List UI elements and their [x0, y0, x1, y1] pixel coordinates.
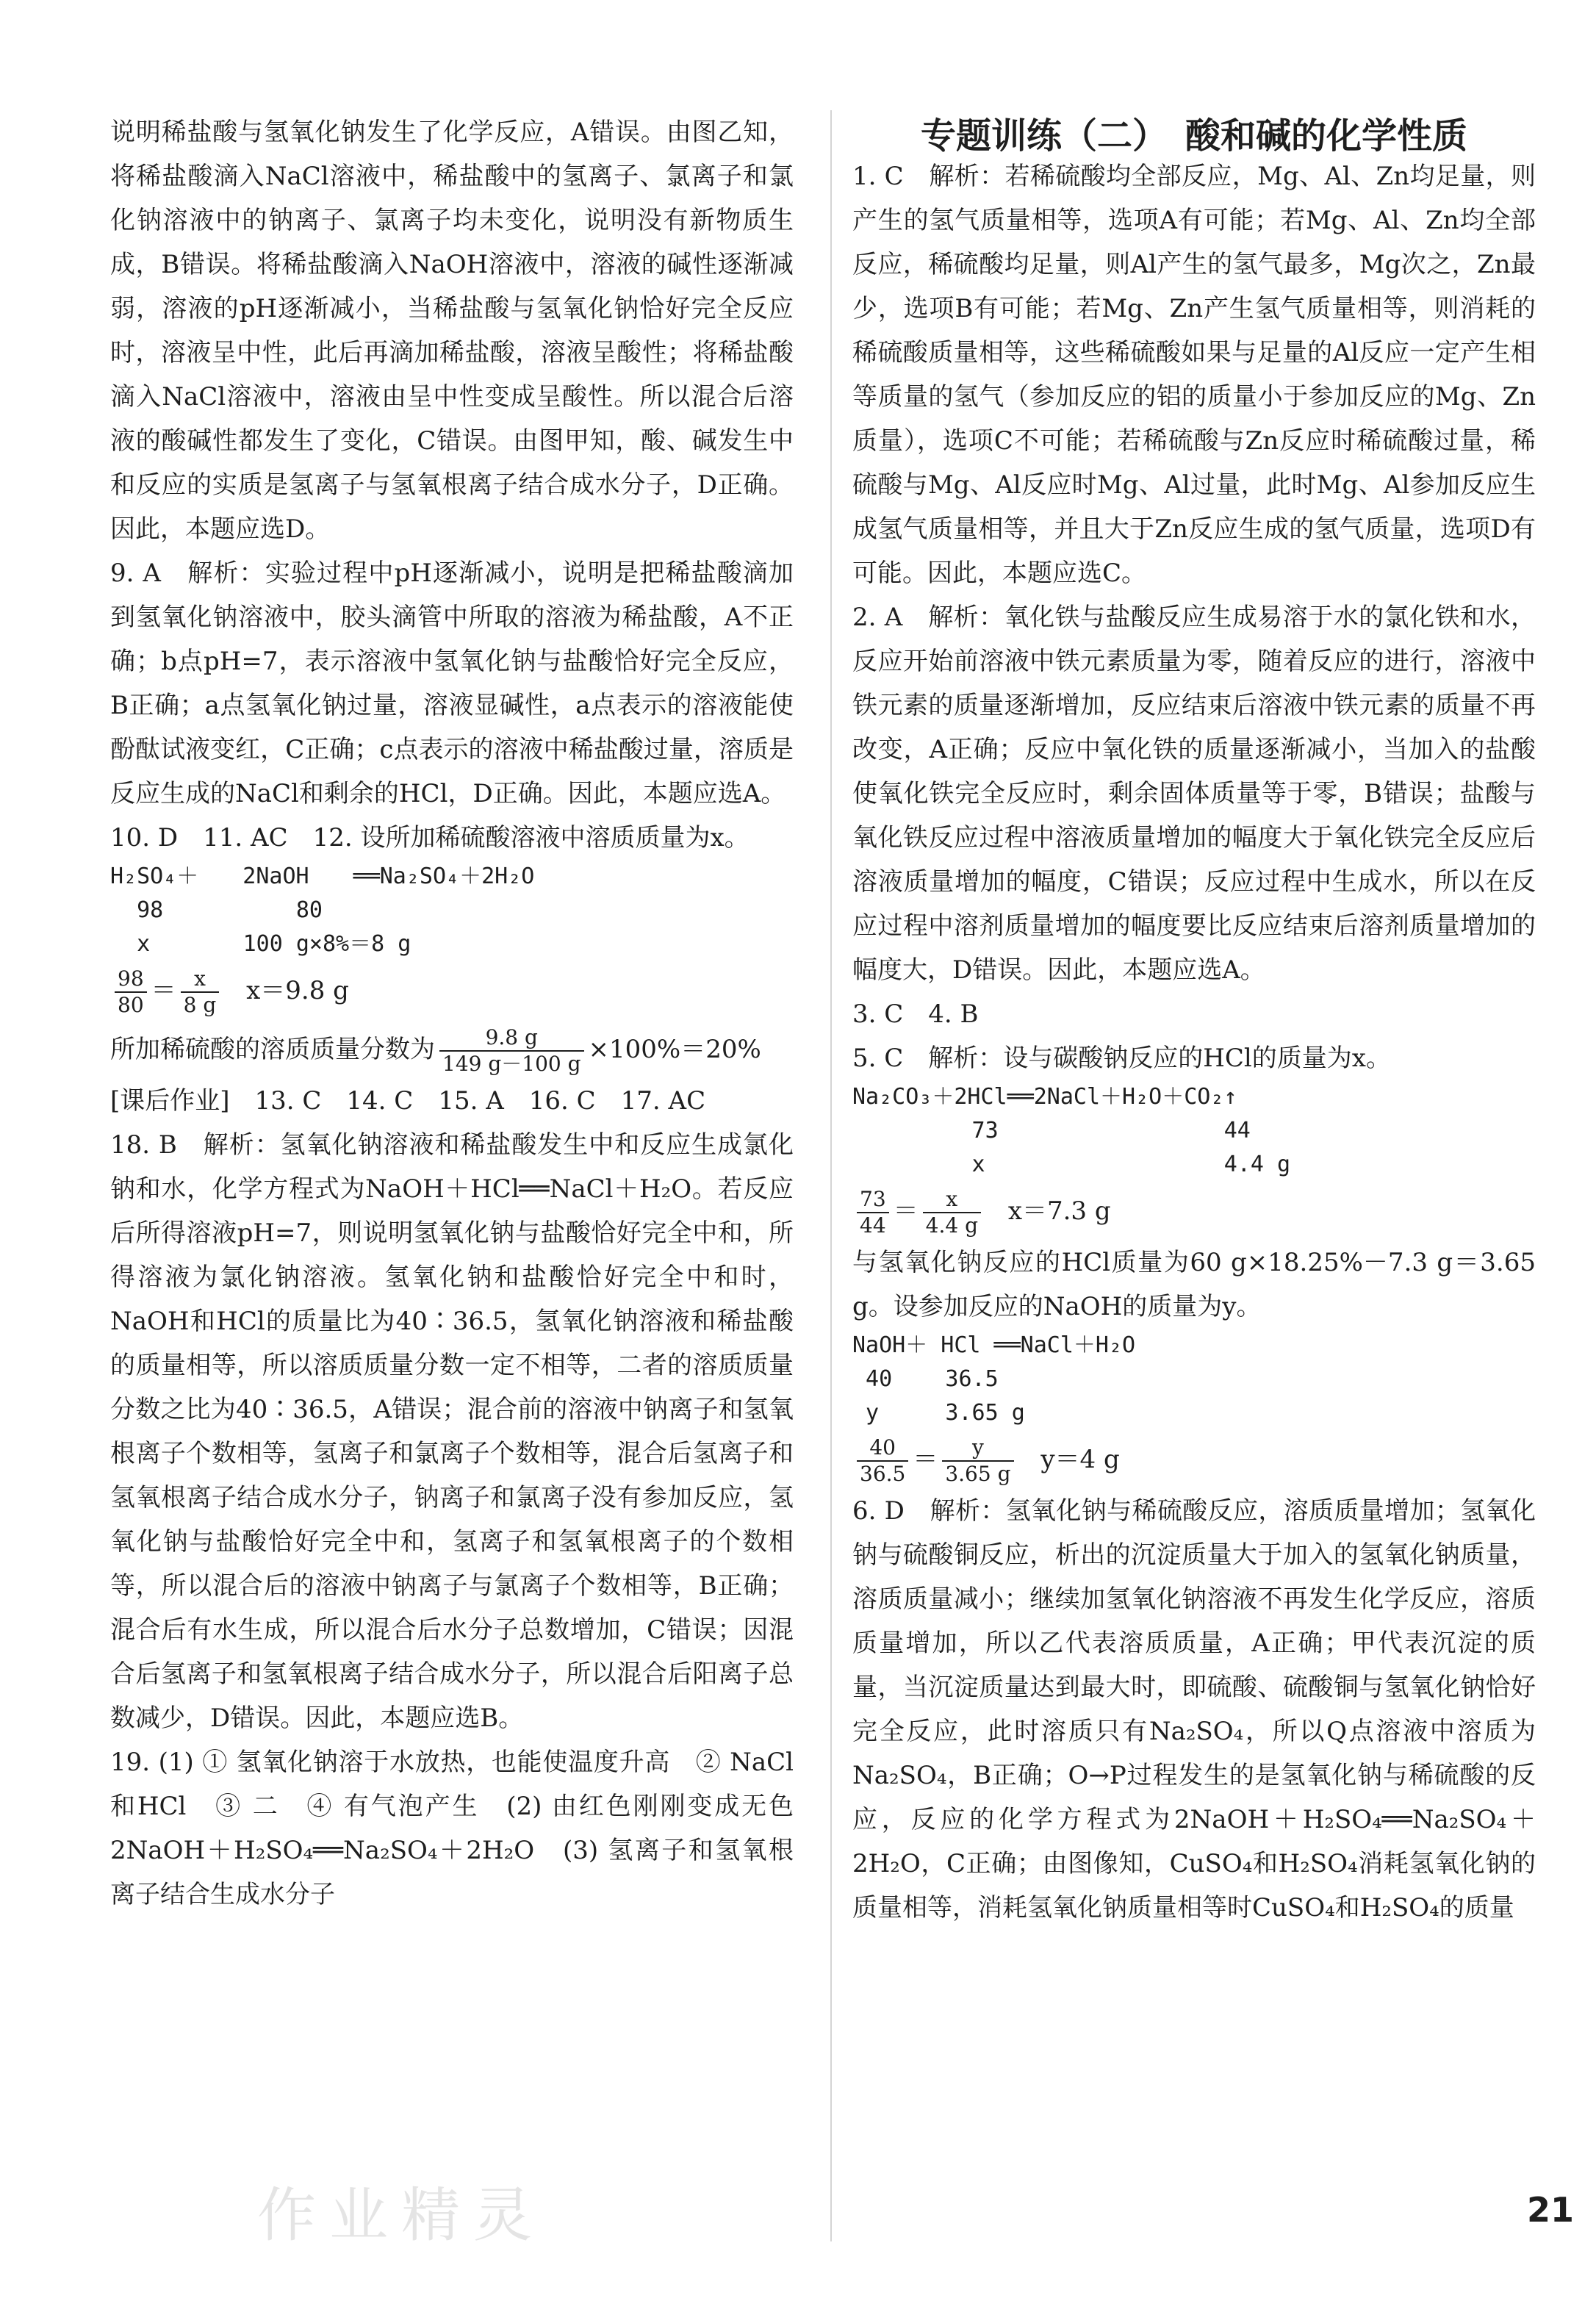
fraction: $\frac{40}{36.5}$ [857, 1435, 908, 1487]
equation-line: NaOH＋ HCl ══NaCl＋H₂O [852, 1332, 1136, 1358]
mass-fraction-line: 所加稀硫酸的溶质质量分数为 $\frac{9.8 g}{149 g-100 g}$ ×100%＝20% [110, 1025, 761, 1076]
fraction: $\frac{x}{4.4 g}$ [923, 1187, 981, 1238]
fraction: $\frac{y}{3.65 g}$ [942, 1435, 1013, 1487]
equation-line: x 100 g×8%＝8 g [110, 931, 411, 957]
paragraph-q3-4: 3. C 4. B [852, 999, 979, 1029]
paragraph-q2: 2. A 解析：氧化铁与盐酸反应生成易溶于水的氯化铁和水，反应开始前溶液中铁元素质量为零，随着反应的进行，溶液中铁元素的质量逐渐增加，反应结束后溶液中铁元素的质量不再改变，A正确；反应中氧化铁的质量逐渐减小，当加入的盐酸使氧化铁完全反应时，剩余固体质量等于零，B错误；盐酸与氧化铁反应过程中溶液质量增加的幅度大于氧化铁完全反应后溶液质量增加的幅度，C错误；反应过程中生成水，所以在反应过程中溶剂质量增加的幅度要比反应结束后溶剂质量增加的幅度大，D错误。因此，本题应选A。 [852, 603, 1536, 985]
paragraph-q10-12: 10. D 11. AC 12. 设所加稀硫酸溶液中溶质质量为x。 [110, 823, 750, 852]
proportion-line: $\frac{73}{44}$ ＝ $\frac{x}{4.4 g}$ x＝7.3 g [852, 1182, 1536, 1241]
paragraph-q5: 5. C 解析：设与碳酸钠反应的HCl的质量为x。 [852, 1044, 1391, 1073]
paragraph-q5-cont: 与氢氧化钠反应的HCl质量为60 g×18.25%－7.3 g＝3.65 g。设参加反应的NaOH的质量为y。 [852, 1248, 1536, 1321]
fraction: $\frac{98}{80}$ [115, 966, 147, 1018]
paragraph-q8-end: 说明稀盐酸与氢氧化钠发生了化学反应，A错误。由图乙知，将稀盐酸滴入NaCl溶液中，稀盐酸中的氢离子、氯离子和氯化钠溶液中的钠离子、氯离子均未变化，说明没有新物质生成，B错误。将稀盐酸滴入NaOH溶液中，溶液的碱性逐渐减弱，溶液的pH逐渐减小，当稀盐酸与氢氧化钠恰好完全反应时，溶液呈中性，此后再滴加稀盐酸，溶液呈酸性；将稀盐酸滴入NaCl溶液中，溶液由呈中性变成呈酸性。所以混合后溶液的酸碱性都发生了变化，C错误。由图甲知，酸、碱发生中和反应的实质是氢离子与氢氧根离子结合成水分子，D正确。因此，本题应选D。 [110, 118, 794, 544]
result: x＝9.8 g [246, 976, 349, 1005]
section-title: 专题训练（二） 酸和碱的化学性质 [920, 115, 1467, 157]
equation-line: y 3.65 g [852, 1400, 1025, 1426]
equation-line: H₂SO₄＋ 2NaOH ══Na₂SO₄＋2H₂O [110, 864, 535, 889]
equation-line: x 4.4 g [852, 1152, 1291, 1177]
equation-line: Na₂CO₃＋2HCl══2NaCl＋H₂O＋CO₂↑ [852, 1084, 1237, 1110]
paragraph-q6: 6. D 解析：氢氧化钠与稀硫酸反应，溶质质量增加；氢氧化钠与硫酸铜反应，析出的沉淀质量大于加入的氢氧化钠质量，溶质质量减小；继续加氢氧化钠溶液不再发生化学反应，溶质质量增加，所以乙代表溶质质量，A正确；甲代表沉淀的质量，当沉淀质量达到最大时，即硫酸、硫酸铜与氢氧化钠恰好完全反应，此时溶质只有Na₂SO₄，所以Q点溶液中溶质为Na₂SO₄，B正确；O→P过程发生的是氢氧化钠与稀硫酸的反应，反应的化学方程式为2NaOH＋H₂SO₄══Na₂SO₄＋2H₂O，C正确；由图像知，CuSO₄和H₂SO₄消耗氢氧化钠的质量相等，消耗氢氧化钠质量相等时CuSO₄和H₂SO₄的质量 [852, 1496, 1536, 1923]
result: x＝7.3 g [1007, 1196, 1111, 1226]
result: y＝4 g [1040, 1445, 1120, 1474]
right-column [852, 154, 1536, 1930]
proportion-line: $\frac{98}{80}$ ＝ $\frac{x}{8 g}$ x＝9.8 g [110, 961, 794, 1020]
equation-line: 73 44 [852, 1118, 1251, 1144]
paragraph-q18: 18. B 解析：氢氧化钠溶液和稀盐酸发生中和反应生成氯化钠和水，化学方程式为NaOH＋HCl══NaCl＋H₂O。若反应后所得溶液pH=7，则说明氢氧化钠与盐酸恰好完全中和，所得溶液为氯化钠溶液。氢氧化钠和盐酸恰好完全中和时，NaOH和HCl的质量比为40∶36.5，氢氧化钠溶液和稀盐酸的质量相等，所以溶质质量分数一定不相等，二者的溶质质量分数之比为40∶36.5，A错误；混合前的溶液中钠离子和氢氧根离子个数相等，氢离子和氯离子个数相等，混合后氢离子和氢氧根离子结合成水分子，钠离子和氯离子没有参加反应，氢氧化钠与盐酸恰好完全中和，氢离子和氢氧根离子的个数相等，所以混合后的溶液中钠离子与氯离子个数相等，B正确；混合后有水生成，所以混合后水分子总数增加，C错误；因混合后氢离子和氢氧根离子结合成水分子，所以混合后阳离子总数减少，D错误。因此，本题应选B。 [110, 1130, 794, 1733]
watermark: 作业精灵 [257, 2181, 545, 2250]
paragraph-q1: 1. C 解析：若稀硫酸均全部反应，Mg、Al、Zn均足量，则产生的氢气质量相等，选项A有可能；若Mg、Al、Zn均全部反应，稀硫酸均足量，则Al产生的氢气最多，Mg次之，Zn最少，选项B有可能；若Mg、Zn产生氢气质量相等，则消耗的稀硫酸质量相等，这些稀硫酸如果与足量的Al反应一定产生相等质量的氢气（参加反应的铝的质量小于参加反应的Mg、Zn质量），选项C不可能；若稀硫酸与Zn反应时稀硫酸过量，稀硫酸与Mg、Al反应时Mg、Al过量，此时Mg、Al参加反应生成氢气质量相等，并且大于Zn反应生成的氢气质量，选项D有可能。因此，本题应选C。 [852, 162, 1536, 588]
fraction: $\frac{73}{44}$ [857, 1187, 889, 1238]
left-column [110, 110, 819, 1917]
equation-line: 40 36.5 [852, 1366, 999, 1392]
homework-answers: [课后作业] 13. C 14. C 15. A 16. C 17. AC [110, 1086, 706, 1116]
paragraph-q19: 19. (1) ① 氢氧化钠溶于水放热，也能使温度升高 ② NaCl和HCl ③ 二 ④ 有气泡产生 (2) 由红色刚刚变成无色 2NaOH＋H₂SO₄══Na₂SO₄＋2H₂O (3) 氢离子和氢氧根离子结合生成水分子 [110, 1748, 819, 1909]
column-divider [830, 110, 832, 2241]
fraction: $\frac{x}{8 g}$ [181, 966, 220, 1018]
paragraph-q9: 9. A 解析：实验过程中pH逐渐减小，说明是把稀盐酸滴加到氢氧化钠溶液中，胶头滴管中所取的溶液为稀盐酸，A不正确；b点pH=7，表示溶液中氢氧化钠与盐酸恰好完全反应，B正确；a点氢氧化钠过量，溶液显碱性，a点表示的溶液能使酚酞试液变红，C正确；c点表示的溶液中稀盐酸过量，溶质是反应生成的NaCl和剩余的HCl，D正确。因此，本题应选A。 [110, 559, 794, 808]
page-number: 21 [1526, 2190, 1574, 2230]
fraction: $\frac{9.8 g}{149 g-100 g}$ [439, 1025, 584, 1077]
proportion-line: $\frac{40}{36.5}$ ＝ $\frac{y}{3.65 g}$ y＝4 g [852, 1430, 1536, 1489]
equation-line: 98 80 [110, 897, 323, 923]
